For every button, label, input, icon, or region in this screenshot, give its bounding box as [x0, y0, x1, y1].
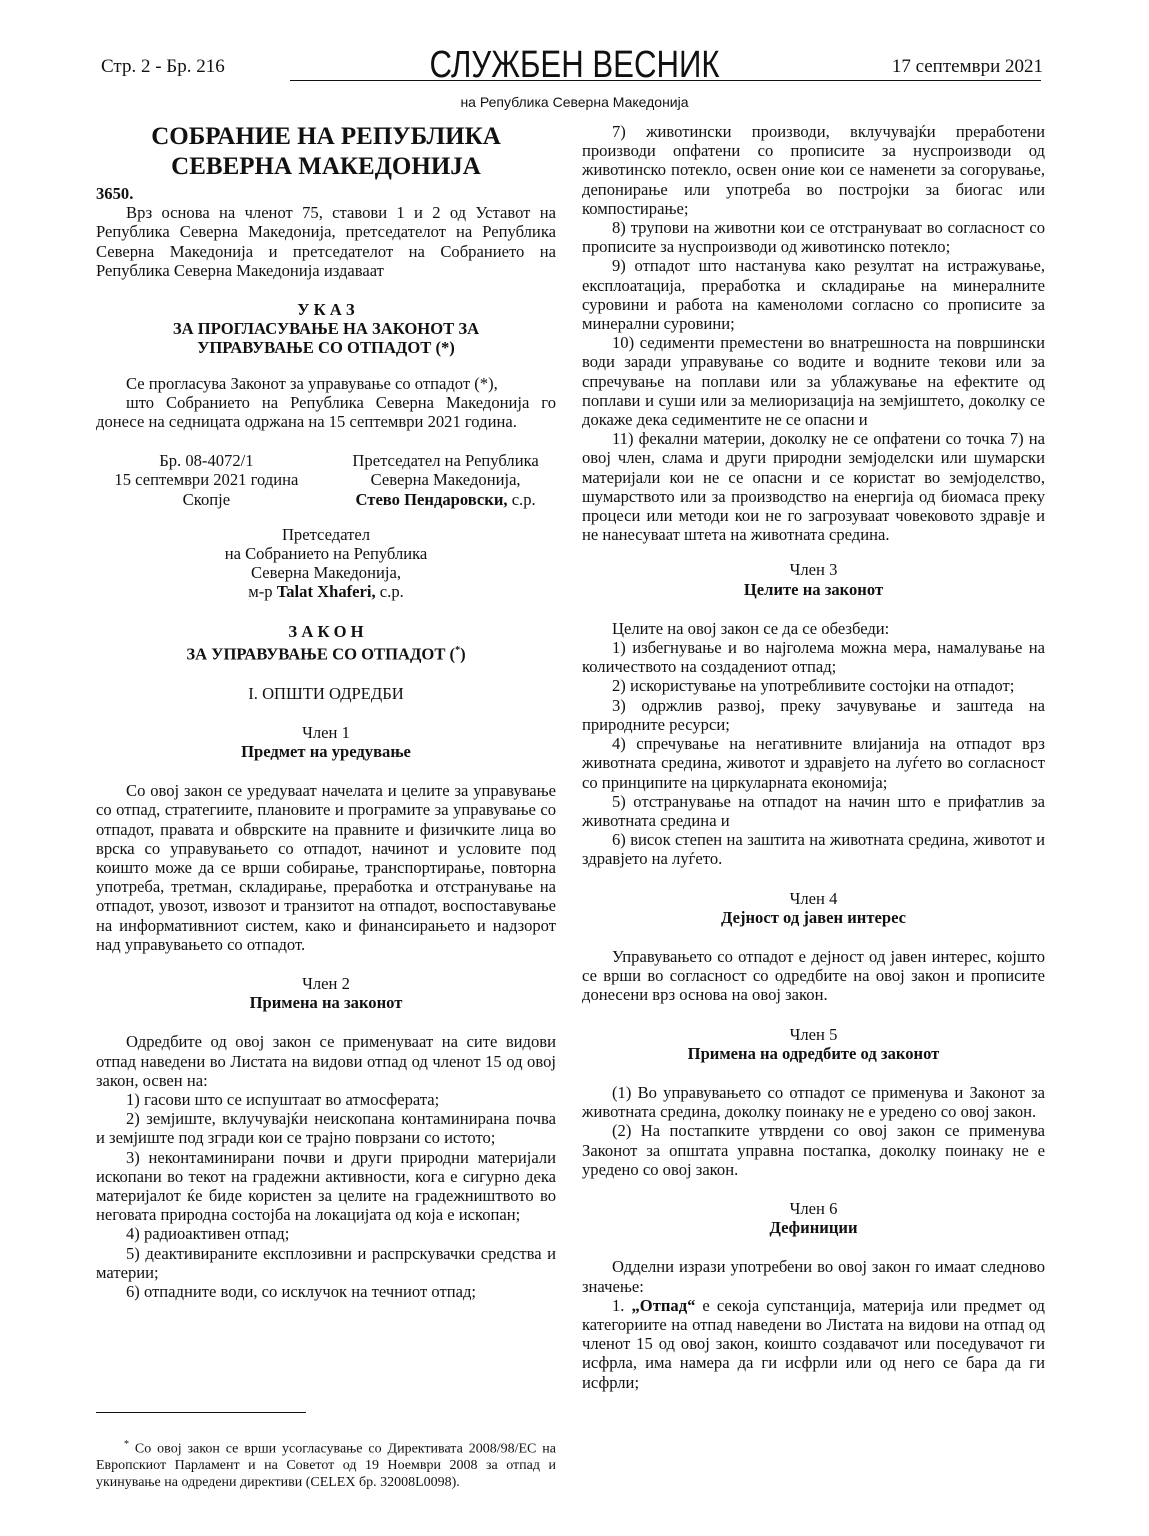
president-name: Стево Пендаровски, [355, 489, 508, 509]
list-item: 4) радиоактивен отпад; [126, 1224, 290, 1244]
article-6-intro: Одделни изрази употребени во овој закон го имаат следново значење: [582, 1257, 1045, 1296]
article-4-text: Управувањето со отпадот е дејност од јавен интерес, којшто се врши во согласност со одредбите на овој закон и прописите донесени врз основа на овој закон. [582, 946, 1045, 1005]
list-item: 5) деактивираните експлозивни и распрскувачки средства и материи; [96, 1243, 556, 1282]
president-sr: с.р. [507, 489, 536, 509]
president-signature [335, 451, 556, 509]
assembly-heading: СОБРАНИЕ НА РЕПУБЛИКА СЕВЕРНА МАКЕДОНИЈА [151, 123, 501, 180]
gazette-subtitle: на Република Северна Македонија [460, 94, 689, 110]
article-1-text: Со овој закон се уредуваат начелата и целите за управување со отпад, стратегиите, плановите и програмите за управување со отпадот, правата и обврските на правните и физичките лица во врска со управувањето со отпадот, начинот и условите под коишто може да се врши собирање, транспортирање, повторна употреба, третман, складирање, преработка и отстранување на отпадот, увозот, извозот и транзитот на отпадот, воспоставување на информативниот систем, како и финансирањето и надзорот над управувањето со отпадот. [96, 781, 556, 954]
article-3-title: Целите на законот [743, 579, 884, 599]
article-3-number: Член 3 [789, 560, 838, 580]
speaker-signature [96, 525, 556, 602]
list-item: 4) спречување на негативните влијанија на отпадот врз животната средина, животот и здравјето на луѓето во согласност со принципите на циркуларната економија; [582, 734, 1045, 792]
list-item: 6) висок степен на заштита на животната средина, животот и здравјето на луѓето. [582, 830, 1045, 869]
president-country: Северна Македонија, [370, 470, 521, 490]
list-item: 2) земјиште, вклучувајќи неископана контаминирана почва и земјиште под згради кои се трајно поврзани со истото; [96, 1109, 556, 1148]
definition-number: 1. [612, 1295, 632, 1315]
list-item: 1) гасови што се испуштаат во атмосферата; [126, 1090, 440, 1110]
list-item: 10) седименти преместени во внатрешноста на површински води заради управување со водите и водните текови или за спречување на поплави или за ублажување на ефектите од поплави и суши или за мелиоризација на земјиштето, доколку се докаже дека седиментите не се опасни и [582, 333, 1045, 430]
zakon-title-close: ) [460, 644, 466, 664]
act-number: 3650. [96, 184, 134, 203]
footnote-mark: * [124, 1439, 129, 1450]
list-item: 3) одржлив развој, преку зачувување и заштеда на природните ресурси; [582, 695, 1045, 734]
speaker-title: Претседател [281, 524, 371, 544]
definition-term: „Отпад“ [631, 1295, 696, 1315]
article-2-title: Примена на законот [249, 993, 403, 1013]
speaker-country: Северна Македонија, [251, 563, 401, 583]
reference-block [96, 451, 317, 509]
article-2-intro: Одредбите од овој закон се применуваат на сите видови отпад наведени во Листата на видови отпад од членот 15 од овој закон, освен на: [96, 1032, 556, 1090]
list-item: (2) На постапките утврдени со овој закон се применува Законот за општата управна постапка, доколку поинаку не е уредено со овој закон. [582, 1121, 1045, 1179]
intro-paragraph: Врз основа на членот 75, ставови 1 и 2 од Уставот на Република Северна Македонија, претседателот на Република Северна Македонија и претседателот на Собранието на Република Северна Македонија издаваат [96, 203, 556, 280]
ukaz-subheading-1: ЗА ПРОГЛАСУВАЊЕ НА ЗАКОНОТ ЗА [172, 319, 480, 339]
article-3-intro: Целите на овој закон се да се обезбеди: [612, 618, 890, 638]
page-header [0, 0, 1149, 120]
reference-place: Скопје [182, 489, 231, 509]
proclamation-1: Се прогласува Законот за управување со отпадот (*), [126, 373, 498, 393]
speaker-degree: м-р [248, 582, 277, 602]
list-item: 8) трупови на животни кои се отстрануваат во согласност со прописите за нуспроизводи од животинско потекло; [582, 218, 1045, 257]
list-item: 9) отпадот што настанува како резултат на истражување, експлоатација, преработка и складирање на минералните суровини и работа на каменоломи согласно со прописите за минерални суровини; [582, 256, 1045, 334]
speaker-assembly: на Собранието на Република [224, 544, 428, 564]
ukaz-subheading-2: УПРАВУВАЊЕ СО ОТПАДОТ (*) [197, 338, 455, 358]
article-4-title: Дејност од јавен интерес [720, 907, 907, 927]
header-rule [290, 80, 1041, 81]
article-1-title: Предмет на уредување [241, 742, 411, 761]
definition-text: е секоја супстанција, материја или предмет од категориите на отпад наведени во Листата на видови на отпад од членот 15 од овој закон, коишто создавачот или поседувачот ги исфрла, има намера да ги исфрли или од него се бара да ги исфрли; [582, 1295, 1045, 1392]
article-5-title: Примена на одредбите од законот [687, 1043, 940, 1063]
speaker-sr: с.р. [375, 582, 404, 602]
article-4-number: Член 4 [789, 888, 838, 908]
list-item: 5) отстранување на отпадот на начин што е прифатлив за животната средина и [582, 791, 1045, 830]
list-item: 1) избегнување и во најголема можна мера, намалување на количеството на создадениот отпад; [582, 638, 1045, 677]
footnote-rule [96, 1412, 306, 1413]
definition-item [582, 1296, 1045, 1392]
list-item: 6) отпадните води, со исклучок на течниот отпад; [126, 1282, 477, 1302]
speaker-name: Talat Xhaferi, [276, 582, 376, 602]
ukaz-heading: У К А З [297, 300, 355, 320]
article-6-title: Дефиниции [769, 1218, 858, 1238]
zakon-footnote-mark: * [455, 644, 461, 656]
article-2-number: Член 2 [302, 974, 350, 994]
article-5-number: Член 5 [789, 1024, 838, 1044]
list-item: 2) искористување на употребливите состојки на отпадот; [612, 676, 1015, 696]
article-1-number: Член 1 [302, 722, 350, 742]
footnote [96, 1437, 556, 1491]
proclamation-2: што Собранието на Република Северна Македонија го донесе на седницата одржана на 15 септември 2021 година. [96, 392, 556, 432]
list-item: 7) животински производи, вклучувајќи преработени производи опфатени со прописите за нуспроизводи од животинско потекло, освен оние кои се наменети за согорување, депонирање или употреба во постројки за биогас или компостирање; [582, 122, 1045, 218]
part-heading: I. ОПШТИ ОДРЕДБИ [248, 683, 404, 703]
left-column [96, 122, 556, 1301]
president-title: Претседател на Република [352, 451, 539, 471]
issue-date: 17 септември 2021 [891, 56, 1043, 77]
page-reference: Стр. 2 - Бр. 216 [101, 56, 225, 77]
article-6-number: Член 6 [789, 1198, 838, 1218]
list-item: (1) Во управувањето со отпадот се применува и Законот за животната средина, доколку поинаку не е уредено со овој закон. [582, 1082, 1045, 1122]
list-item: 3) неконтаминирани почви и други природни материјали ископани во текот на градежни активности, кога е сигурно дека материјалот ќе биде користен за целите на градежништвото во неговата природна состојба на локацијата од која е ископан; [96, 1147, 556, 1225]
gazette-title: СЛУЖБЕН ВЕСНИК [429, 44, 720, 86]
signature-block [96, 451, 556, 509]
list-item: 11) фекални материи, доколку не се опфатени со точка 7) на овој член, слама и други природни земјоделски или шумарски материјали кои не се опасни и се користат во земјоделство, шумарството или за производство на енергија од биомаса преку процеси или методи кои не го загрозуваат човековото здравје и не нанесуваат штета на животната средина. [582, 429, 1045, 545]
zakon-heading: З А К О Н [288, 621, 364, 641]
right-column [582, 122, 1045, 1392]
reference-date: 15 септември 2021 година [114, 470, 299, 490]
footnote-text: Со овој закон се врши усогласување со Директивата 2008/98/ЕС на Европскиот Парламент и на Советот од 19 Ноември 2008 за отпад и укинување на одредени директиви (CELEX бр. 32008L0098). [96, 1441, 557, 1490]
reference-number: Бр. 08-4072/1 [159, 451, 254, 471]
zakon-title: ЗА УПРАВУВАЊЕ СО ОТПАДОТ ( [186, 644, 456, 664]
